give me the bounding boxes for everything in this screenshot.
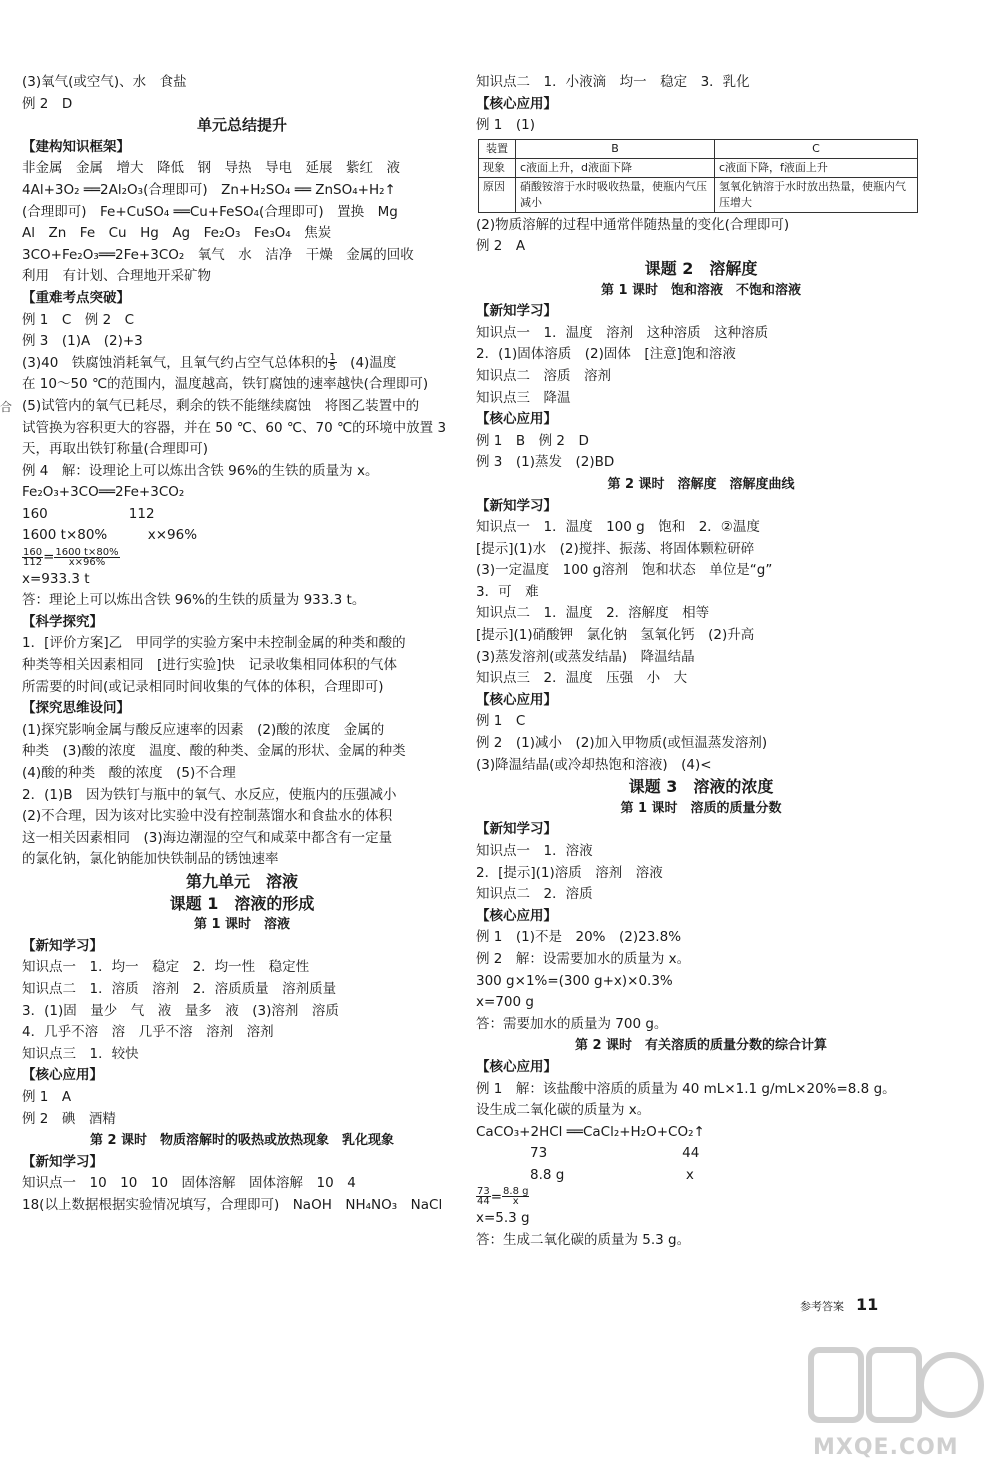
period-title: 第 1 课时 溶液 <box>193 917 291 933</box>
denominator: x <box>512 1196 519 1207</box>
section-label: 【核心应用】 <box>476 1058 557 1075</box>
text-line: (2)物质溶解的过程中通常伴随热量的变化(合理即可) <box>476 216 790 233</box>
section-label: 【核心应用】 <box>22 1067 103 1084</box>
text-line <box>22 353 462 375</box>
equation-right: ══2Fe+3CO₂ 氧气 水 洁净 干燥 金属的回收 <box>98 246 414 263</box>
proportion-line: $\frac{73}{44}$ = $\frac{8.8 g}{x}$ <box>477 1186 529 1207</box>
text-line: 例 1 C 例 2 C <box>22 311 135 328</box>
text-line: (3)蒸发溶剂(或蒸发结晶) 降温结晶 <box>476 648 695 665</box>
watermark <box>805 1340 985 1460</box>
text-line: 4Al+3O₂ ══2Al₂O₃(合理即可) Zn+H₂SO₄ ══ ZnSO₄+H₂↑ <box>22 181 396 198</box>
text-line: 3．(1)固 量少 气 液 量多 液 (3)溶剂 溶质 <box>22 1002 339 1019</box>
text-line: 例 1 解：该盐酸中溶质的质量为 40 mL×1.1 g/mL×20%=8.8 g。 <box>476 1080 896 1097</box>
text-line: (3)降温结晶(或冷却热饱和溶液) (4)< <box>476 756 712 773</box>
text-line: 4．几乎不溶 溶 几乎不溶 溶剂 溶剂 <box>22 1024 274 1041</box>
text-line: 这一相关因素相同 (3)海边潮湿的空气和咸菜中都含有一定量 <box>22 829 393 846</box>
text-line: [提示](1)硝酸钾 氯化钠 氢氧化钙 (2)升高 <box>476 627 755 644</box>
text-segment: (4)温度 <box>336 354 397 371</box>
page-number: 11 <box>856 1295 879 1314</box>
text-line: 答：需要加水的质量为 700 g。 <box>476 1015 668 1032</box>
text-line: 天，再取出铁钉称量(合理即可) <box>22 441 209 458</box>
text-line: 1．[评价方案]乙 甲同学的实验方案中未控制金属的种类和酸的 <box>22 635 406 652</box>
section-label: 【新知学习】 <box>22 937 103 954</box>
numerator: 73 <box>477 1186 490 1197</box>
text-line: 18(以上数据根据实验情况填写，合理即可) NaOH NH₄NO₃ NaCl <box>22 1196 443 1213</box>
fraction <box>22 548 43 567</box>
fraction <box>502 1187 529 1206</box>
text-line: 例 1 (1)不是 20% (2)23.8% <box>476 929 682 946</box>
text-line: 例 1 (1) <box>476 117 536 134</box>
text-line: 8.8 g x <box>476 1166 694 1183</box>
period-title: 第 2 课时 溶解度 溶解度曲线 <box>607 476 795 492</box>
text-line: 例 1 C <box>476 713 526 730</box>
text-line: (2)不合理，因为该对比实验中没有控制蒸馏水和食盐水的体积 <box>22 808 393 825</box>
equation-line <box>22 245 462 267</box>
text-line: 知识点二 1．温度 2．溶解度 相等 <box>476 605 710 622</box>
text-line: 种类等相关因素相同 [进行实验]快 记录收集相同体积的气体 <box>22 657 398 674</box>
table-row <box>479 158 918 177</box>
section-label: 【新知学习】 <box>476 821 557 838</box>
right-column <box>476 72 926 1251</box>
section-title: 单元总结提升 <box>196 116 287 135</box>
denominator: 44 <box>477 1196 490 1207</box>
numerator: 1600 t×80% <box>55 547 119 558</box>
reaction-condition <box>99 245 414 267</box>
equation-left: Fe₂O₃+3CO <box>22 484 99 501</box>
section-label: 【核心应用】 <box>476 411 557 428</box>
table-cell: 原因 <box>479 177 516 212</box>
text-line: 知识点一 1．均一 稳定 2．均一性 稳定性 <box>22 959 310 976</box>
section-label: 【核心应用】 <box>476 907 557 924</box>
text-line: 的氯化钠，氯化钠能加快铁制品的锈蚀速率 <box>22 851 279 868</box>
text-line: 2．(1)固体溶质 (2)固体 [注意]饱和溶液 <box>476 346 736 363</box>
text-line: 160 112 <box>22 505 155 522</box>
section-label: 【核心应用】 <box>476 95 557 112</box>
table-cell: 现象 <box>479 158 516 177</box>
text-line: 知识点三 1．较快 <box>22 1045 139 1062</box>
text-line: CaCO₃+2HCl ══CaCl₂+H₂O+CO₂↑ <box>476 1123 705 1140</box>
section-label: 【科学探究】 <box>22 613 103 630</box>
text-segment: (3)40 铁腐蚀消耗氧气，且氧气约占空气总体积的 <box>22 354 329 371</box>
watermark-text: MXQE.COM <box>813 1435 959 1460</box>
period-title: 第 1 课时 饱和溶液 不饱和溶液 <box>600 282 802 298</box>
text-line: 利用 有计划、合理地开采矿物 <box>22 268 211 285</box>
text-line: 知识点一 1．溶液 <box>476 843 593 859</box>
text-line: (3)氧气(或空气)、水 食盐 <box>22 74 187 90</box>
text-line: 例 2 碘 酒精 <box>22 1110 116 1127</box>
text-line: 知识点一 10 10 10 固体溶解 固体溶解 10 4 <box>22 1175 356 1192</box>
text-line: 在 10～50 ℃的范围内，温度越高，铁钉腐蚀的速率越快(合理即可) <box>22 376 429 393</box>
table-cell: 氢氧化钠溶于水时放出热量，使瓶内气压增大 <box>715 177 918 212</box>
table-header-cell: B <box>516 139 715 158</box>
text-line: 例 2 A <box>476 238 526 255</box>
text-line: 例 1 B 例 2 D <box>476 432 589 449</box>
denominator: x×96% <box>68 556 106 568</box>
text-line: 设生成二氧化碳的质量为 x。 <box>476 1102 651 1119</box>
text-line: 知识点三 降温 <box>476 389 571 406</box>
margin-mark: 合 <box>0 400 13 414</box>
page-footer <box>800 1295 878 1314</box>
text-line: 所需要的时间(或记录相同时间收集的气体的体积，合理即可) <box>22 678 384 695</box>
text-line: 例 1 A <box>22 1088 72 1105</box>
equation-left: 3CO+Fe₂O₃ <box>22 246 99 263</box>
table-cell: 硝酸铵溶于水时吸收热量，使瓶内气压减小 <box>516 177 715 212</box>
text-line: 非金属 金属 增大 降低 钢 导热 导电 延展 紫红 液 <box>22 160 400 177</box>
text-line: 答：理论上可以炼出含铁 96%的生铁的质量为 933.3 t。 <box>22 592 366 609</box>
equation-line <box>22 482 462 504</box>
unit-title: 第九单元 溶液 <box>185 871 298 891</box>
numerator: 8.8 g <box>503 1186 529 1197</box>
text-line: 知识点一 1．温度 100 g 饱和 2．②温度 <box>476 519 760 536</box>
table-cell: c液面上升，d液面下降 <box>516 158 715 177</box>
watermark-logo-icon <box>805 1340 985 1435</box>
text-line: 种类 (3)酸的浓度 温度、酸的种类、金属的形状、金属的种类 <box>22 743 406 760</box>
text-line: (3)一定温度 100 g溶剂 饱和状态 单位是“g” <box>476 562 773 579</box>
text-line: 73 44 <box>476 1145 700 1162</box>
table-header-cell: C <box>715 139 918 158</box>
text-line: 例 4 解：设理论上可以炼出含铁 96%的生铁的质量为 x。 <box>22 462 379 479</box>
section-label: 【重难考点突破】 <box>22 289 130 306</box>
table-row <box>479 177 918 212</box>
lesson-title: 课题 3 溶液的浓度 <box>628 777 774 797</box>
numerator: 160 <box>23 547 43 558</box>
text-line: 知识点二 1．小液滴 均一 稳定 3．乳化 <box>476 74 750 90</box>
text-line: 知识点三 2．温度 压强 小 大 <box>476 670 688 687</box>
table-cell: c液面下降，f液面上升 <box>715 158 918 177</box>
numerator: 1 <box>329 352 336 364</box>
table-row <box>479 139 918 158</box>
section-label: 【建构知识框架】 <box>22 138 130 155</box>
text-line: 例 2 D <box>22 95 73 112</box>
text-line: 例 3 (1)A (2)+3 <box>22 333 143 350</box>
text-line: 知识点二 2．溶质 <box>476 886 593 903</box>
left-column <box>22 72 462 1216</box>
text-line: (1)探究影响金属与酸反应速率的因素 (2)酸的浓度 金属的 <box>22 721 385 738</box>
lesson-title: 课题 1 溶液的形成 <box>169 893 315 913</box>
text-line: 例 2 (1)减小 (2)加入甲物质(或恒温蒸发溶剂) <box>476 735 768 752</box>
period-title: 第 1 课时 溶质的质量分数 <box>620 800 782 816</box>
denominator: 112 <box>23 556 43 568</box>
text-line: 300 g×1%=(300 g+x)×0.3% <box>476 972 673 989</box>
text-line: 知识点二 溶质 溶剂 <box>476 367 611 384</box>
text-line: x=5.3 g <box>476 1210 530 1227</box>
text-line: 知识点一 1．温度 溶剂 这种溶质 这种溶质 <box>476 324 769 341</box>
reaction-condition <box>99 482 185 504</box>
text-line: 1600 t×80% x×96% <box>22 527 198 544</box>
text-line: (5)试管内的氧气已耗尽，剩余的铁不能继续腐蚀 将图乙装置中的 <box>22 397 420 414</box>
text-line: 答：生成二氧化碳的质量为 5.3 g。 <box>476 1231 691 1248</box>
section-label: 【新知学习】 <box>476 497 557 514</box>
period-title: 第 2 课时 物质溶解时的吸热或放热现象 乳化现象 <box>89 1133 395 1149</box>
section-label: 【新知学习】 <box>476 303 557 320</box>
text-line: Al Zn Fe Cu Hg Ag Fe₂O₃ Fe₃O₄ 焦炭 <box>22 225 332 242</box>
text-line: (合理即可) Fe+CuSO₄ ══Cu+FeSO₄(合理即可) 置换 Mg <box>22 203 398 220</box>
text-line: x=933.3 t <box>22 570 90 587</box>
section-label: 【探究思维设问】 <box>22 700 130 717</box>
denominator: 5 <box>329 362 336 374</box>
section-label: 【新知学习】 <box>22 1153 103 1170</box>
fraction <box>328 353 336 372</box>
text-line: 知识点二 1．溶质 溶剂 2．溶质质量 溶剂质量 <box>22 980 337 997</box>
period-title: 第 2 课时 有关溶质的质量分数的综合计算 <box>574 1038 828 1054</box>
table-header-cell: 装置 <box>479 139 516 158</box>
fraction <box>476 1187 491 1206</box>
lesson-title: 课题 2 溶解度 <box>644 258 758 278</box>
text-line: x=700 g <box>476 994 534 1011</box>
proportion-line: $\frac{160}{112}$ = $\frac{1600 t\times 80\%}{x\times 96\%}$ <box>23 547 119 568</box>
text-line: 2．[提示](1)溶质 溶剂 溶液 <box>476 864 663 881</box>
fraction <box>54 548 119 567</box>
equation-right: ══2Fe+3CO₂ <box>98 484 185 501</box>
text-line: 3．可 难 <box>476 583 539 600</box>
answer-table <box>478 139 918 213</box>
text-line: 试管换为容积更大的容器，并在 50 ℃、60 ℃、70 ℃的环境中放置 3 <box>22 419 447 436</box>
text-line: (4)酸的种类 酸的浓度 (5)不合理 <box>22 765 236 781</box>
text-line: [提示](1)水 (2)搅拌、振荡、将固体颗粒研碎 <box>476 540 755 557</box>
text-line: 2．(1)B 因为铁钉与瓶中的氧气、水反应，使瓶内的压强减小 <box>22 786 397 803</box>
text-line: 例 2 解：设需要加水的质量为 x。 <box>476 950 691 967</box>
text-line: 例 3 (1)蒸发 (2)BD <box>476 454 615 471</box>
section-label: 【核心应用】 <box>476 691 557 708</box>
footer-label: 参考答案 <box>800 1300 844 1313</box>
